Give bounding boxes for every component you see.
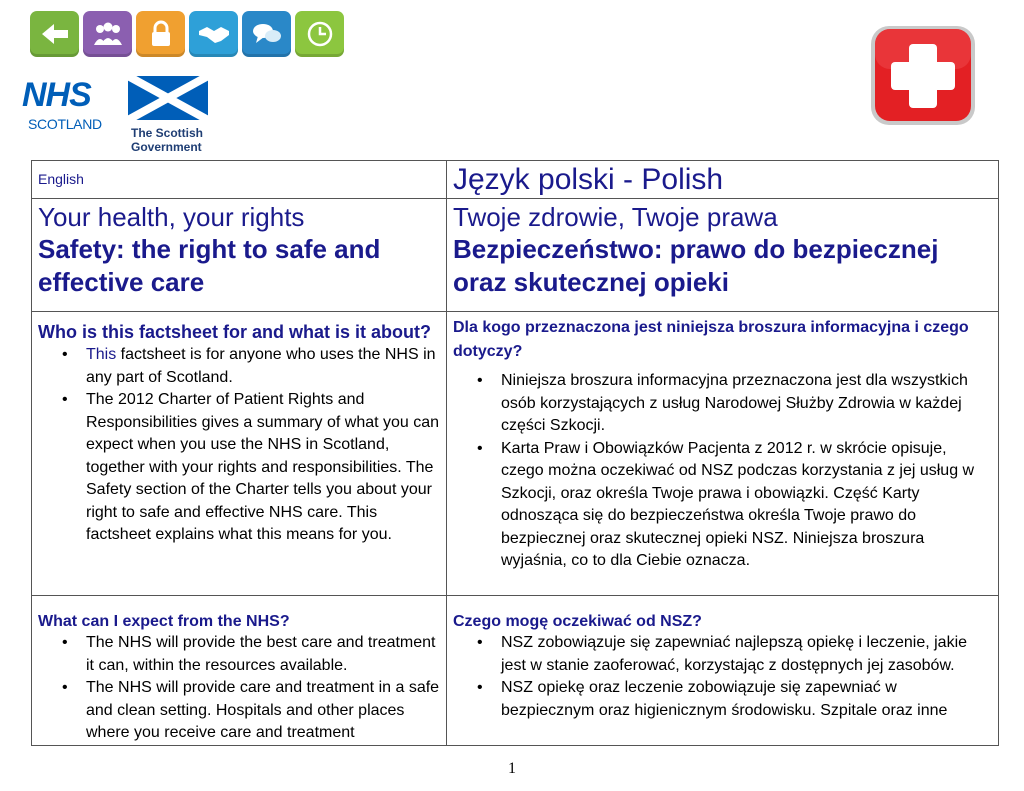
- english-section1-title: Who is this factsheet for and what is it about?: [38, 322, 432, 342]
- english-label: English: [38, 171, 84, 187]
- first-aid-cross-icon: [869, 24, 977, 127]
- table-row: [32, 596, 999, 746]
- english-section1-list: [38, 344, 440, 547]
- factsheet-table: [31, 160, 999, 746]
- scottish-government-logo: [128, 76, 218, 154]
- table-row: [32, 161, 999, 199]
- nhs-scotland-logo: [22, 78, 112, 148]
- back-arrow-icon: [30, 11, 79, 57]
- polish-label: Język polski - Polish: [453, 163, 724, 196]
- speech-bubbles-icon: [242, 11, 291, 57]
- list-item: • NSZ opiekę oraz leczenie zobowiązuje się zapewniać w bezpiecznym oraz higienicznym środowisku. Szpitale oraz inne: [501, 677, 992, 722]
- polish-section2-list: [453, 632, 992, 722]
- english-title-cell: [32, 199, 447, 312]
- polish-title-cell: [447, 199, 999, 312]
- nhs-logo-subtext: SCOTLAND: [28, 116, 102, 132]
- english-section2-cell: [32, 596, 447, 746]
- list-item: [86, 344, 440, 389]
- lock-icon: [136, 11, 185, 57]
- polish-header-cell: [447, 161, 999, 199]
- saltire-flag-icon: [128, 76, 208, 120]
- list-item: • NSZ zobowiązuje się zapewniać najlepszą opiekę i leczenie, jakie jest w stanie zaoferować, korzystając z dostępnych jej zasobów.: [501, 632, 992, 677]
- polish-section1-cell: [447, 312, 999, 596]
- english-section2-list: [38, 632, 440, 745]
- table-row: [32, 312, 999, 596]
- polish-section2-cell: [447, 596, 999, 746]
- english-section1-cell: [32, 312, 447, 596]
- people-icon: [83, 11, 132, 57]
- english-section2-title: What can I expect from the NHS?: [38, 613, 290, 630]
- polish-section1-title: Dla kogo przeznaczona jest niniejsza broszura informacyjna i czego dotyczy?: [453, 319, 969, 360]
- polish-title: Twoje zdrowie, Twoje prawa: [453, 202, 778, 232]
- english-title: Your health, your rights: [38, 202, 305, 232]
- list-item: • Niniejsza broszura informacyjna przeznaczona jest dla wszystkich osób korzystających z usług Narodowej Służby Zdrowia w każdej części Szkocji.: [501, 370, 992, 438]
- nhs-logo-text: NHS: [22, 76, 91, 114]
- page-number: 1: [508, 760, 516, 777]
- list-item: • Karta Praw i Obowiązków Pacjenta z 2012 r. w skrócie opisuje, czego można oczekiwać od NSZ podczas korzystania z jej usług w Szkocji, oraz określa Twoje prawa i obowiązki. Część Karty odnosząca się do bezpieczeństwa określa Twoje prawo do bezpiecznej oraz skutecznej opieki NSZ. Niniejsza broszura wyjaśnia, co to dla Ciebie oznacza.: [501, 438, 992, 573]
- icon-row: [30, 11, 344, 57]
- list-item: • The NHS will provide care and treatment in a safe and clean setting. Hospitals and other places where you receive care and treatment: [86, 677, 440, 745]
- table-row: [32, 199, 999, 312]
- handshake-icon: [189, 11, 238, 57]
- english-header-cell: [32, 161, 447, 199]
- gov-logo-line1: The Scottish: [131, 126, 204, 140]
- polish-section2-title: Czego mogę oczekiwać od NSZ?: [453, 613, 702, 630]
- polish-section1-list: [453, 370, 992, 573]
- list-item: • The NHS will provide the best care and treatment it can, within the resources available.: [86, 632, 440, 677]
- highlight-word: This: [86, 346, 117, 363]
- polish-subtitle: Bezpieczeństwo: prawo do bezpiecznej oraz skutecznej opieki: [453, 234, 939, 297]
- clock-icon: [295, 11, 344, 57]
- english-subtitle: Safety: the right to safe and effective care: [38, 234, 381, 297]
- gov-logo-line2: Government: [131, 140, 202, 154]
- list-item: • The 2012 Charter of Patient Rights and Responsibilities gives a summary of what you can expect when you use the NHS in Scotland, together with your rights and responsibilities. The Safety section of the Charter tells you about your right to safe and effective NHS care. This factsheet explains what this means for you.: [86, 389, 440, 547]
- list-item-text: factsheet is for anyone who uses the NHS in any part of Scotland.: [86, 346, 436, 386]
